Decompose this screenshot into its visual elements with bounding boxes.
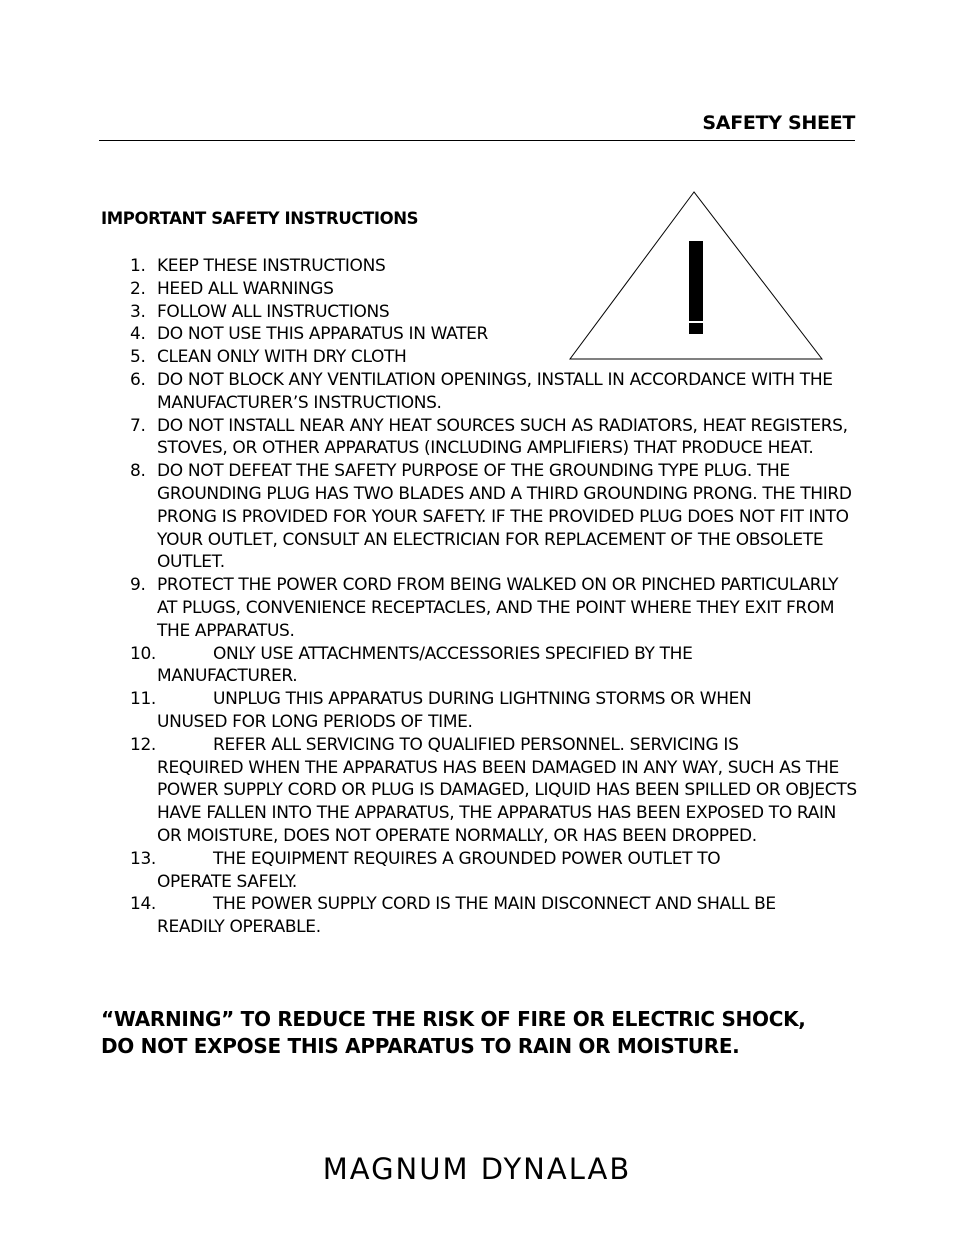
item-number: 6.	[130, 369, 146, 390]
item-number: 4.	[130, 324, 146, 345]
item-text: UNUSED FOR LONG PERIODS OF TIME.	[157, 711, 473, 732]
item-text: DO NOT BLOCK ANY VENTILATION OPENINGS, INSTALL IN ACCORDANCE WITH THE MANUFACTURER’S INSTRUCTIONS.	[157, 369, 833, 413]
list-item	[130, 255, 860, 278]
item-text-first-line: UNPLUG THIS APPARATUS DURING LIGHTNING STORMS OR WHEN	[213, 689, 752, 710]
instruction-list	[130, 255, 860, 939]
header-divider	[99, 140, 855, 141]
item-text: DO NOT USE THIS APPARATUS IN WATER	[157, 324, 489, 345]
list-item	[130, 688, 860, 734]
item-number: 14.	[130, 894, 156, 915]
list-item	[130, 301, 860, 324]
item-text: DO NOT DEFEAT THE SAFETY PURPOSE OF THE GROUNDING TYPE PLUG. THE GROUNDING PLUG HAS TWO BLADES AND A THIRD GROUNDING PRONG. THE THIRD PRONG IS PROVIDED FOR YOUR SAFETY. IF THE PROVIDED PLUG DOES NOT FIT INTO YOUR OUTLET, CONSULT AN ELECTRICIAN FOR REPLACEMENT OF THE OBSOLETE OUTLET.	[157, 461, 852, 573]
list-item	[130, 734, 860, 848]
brand-name: MAGNUM DYNALAB	[322, 1152, 632, 1186]
item-text-first-line: THE EQUIPMENT REQUIRES A GROUNDED POWER OUTLET TO	[213, 848, 721, 869]
item-number: 11.	[130, 689, 156, 710]
page-title: SAFETY SHEET	[702, 112, 855, 134]
item-number: 1.	[130, 256, 146, 276]
item-text: CLEAN ONLY WITH DRY CLOTH	[157, 347, 407, 368]
item-text: FOLLOW ALL INSTRUCTIONS	[157, 301, 390, 322]
list-item	[130, 415, 860, 461]
list-item	[130, 460, 860, 574]
item-text: MANUFACTURER.	[157, 666, 298, 687]
list-item	[130, 369, 860, 415]
item-number: 8.	[130, 461, 146, 482]
item-number: 2.	[130, 278, 146, 299]
item-text-first-line: REFER ALL SERVICING TO QUALIFIED PERSONNEL. SERVICING IS	[213, 734, 739, 755]
item-text-first-line: THE POWER SUPPLY CORD IS THE MAIN DISCONNECT AND SHALL BE	[213, 894, 776, 915]
list-item	[130, 278, 860, 301]
list-item	[130, 893, 860, 939]
list-item	[130, 323, 860, 346]
brand-logo	[285, 1153, 670, 1185]
item-number: 13.	[130, 848, 156, 869]
item-number: 5.	[130, 347, 146, 368]
item-text: REQUIRED WHEN THE APPARATUS HAS BEEN DAMAGED IN ANY WAY, SUCH AS THE POWER SUPPLY CORD OR PLUG IS DAMAGED, LIQUID HAS BEEN SPILLED OR OBJECTS HAVE FALLEN INTO THE APPARATUS, THE APPARATUS HAS BEEN EXPOSED TO RAIN OR MOISTURE, DOES NOT OPERATE NORMALLY, OR HAS BEEN DROPPED.	[157, 757, 857, 846]
item-number: 3.	[130, 301, 146, 322]
item-text: KEEP THESE INSTRUCTIONS	[157, 256, 386, 276]
item-text: PROTECT THE POWER CORD FROM BEING WALKED ON OR PINCHED PARTICULARLY AT PLUGS, CONVENIENCE RECEPTACLES, AND THE POINT WHERE THEY EXIT FROM THE APPARATUS.	[157, 575, 839, 641]
list-item	[130, 346, 860, 369]
item-text: OPERATE SAFELY.	[157, 871, 297, 892]
warning-symbol-label: !	[548, 171, 555, 190]
list-item	[130, 848, 860, 894]
item-number: 10.	[130, 643, 156, 664]
item-text-first-line: ONLY USE ATTACHMENTS/ACCESSORIES SPECIFIED BY THE	[213, 643, 693, 664]
warning-statement: “WARNING” TO REDUCE THE RISK OF FIRE OR ELECTRIC SHOCK, DO NOT EXPOSE THIS APPARATUS TO RAIN OR MOISTURE.	[101, 1007, 806, 1058]
list-item	[130, 574, 860, 642]
item-text: READILY OPERABLE.	[157, 917, 321, 938]
item-number: 7.	[130, 415, 146, 436]
item-number: 9.	[130, 575, 146, 596]
item-text: HEED ALL WARNINGS	[157, 278, 334, 299]
item-number: 12.	[130, 734, 156, 755]
item-text: DO NOT INSTALL NEAR ANY HEAT SOURCES SUCH AS RADIATORS, HEAT REGISTERS, STOVES, OR OTHER APPARATUS (INCLUDING AMPLIFIERS) THAT PRODUCE HEAT.	[157, 415, 848, 459]
section-heading: IMPORTANT SAFETY INSTRUCTIONS	[101, 209, 419, 228]
list-item	[130, 643, 860, 689]
